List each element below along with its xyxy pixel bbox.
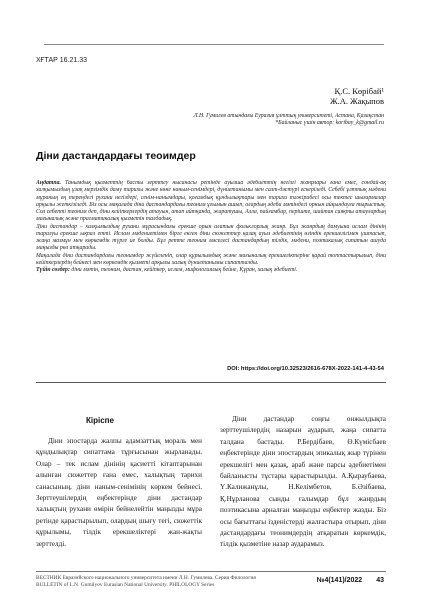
journal-name-en: BULLETIN of L.N. Gumilyov Eurasian National University. PHILOLOGY Series [36, 581, 215, 588]
journal-footer [36, 575, 336, 589]
abstract-paragraph-1 [36, 180, 386, 224]
keywords [36, 267, 386, 274]
intro-paragraph-1: Діни эпостарда жалпы адамзаттық мораль мен құндылықтар сипаттама тұрғысынан жырланады. Олар – тек ислам дінінің қасиетті кітаптарынан алынған сюжеттер ғана емес, халықтың тарихи санасының, діни наным-сенімінің көркем бейнесі. Зерттеушілердің еңбектерінде діни дастандар халықтың рухани өмірін бейнелейтін маңызды мұра ретінде қарастырылып, олардың шығу тегі, сюжеттік құрылымы, тілдік ерекшеліктері жан-жақты зерттелді. [36, 437, 202, 548]
abstract-paragraph-3: Мақалада діни дастандардағы теонимдер жүйеленіп, олар құрылымдық және мағыналық ерекшеліктеріне қарай топтастырылып, діни кейіпкерлердің бейнесі мен көркемдік қызметі арқылы халық дүниетанымы сипатталды. [36, 252, 386, 266]
author-2: Ж.А. Жақыпов [330, 96, 384, 106]
doi-link[interactable]: DOI: https://doi.org/10.32523/2616-678X-2022-141-4-43-54 [227, 366, 384, 372]
udc-code: ХҒТАР 16.21.33 [36, 57, 88, 64]
corresponding-author: *Байланыс үшін автор: koribay_k@gmail.ru [275, 120, 384, 127]
article-title: Діни дастандардағы теоимдер [36, 150, 196, 162]
journal-name-ru: ВЕСТНИК Евразийского национального университета имени Л.Н. Гумилева. Серия Филология [36, 575, 256, 581]
issue-number: №4(141)/2022 [316, 577, 363, 584]
affiliation-block [124, 113, 384, 128]
intro-heading: Кіріспе [86, 416, 114, 425]
body-column-right [220, 414, 386, 551]
abstract-text-1: Танымдық қызметтің басты зерттеу нысанасы ретінде ауызша әдебиеттің негізгі жанрлары ғана емес, сондай-ақ халқымыздың ұзақ мерзімдік даму тарихы және көне наным-сенімдері, дүниетанымы мен салт-дәстүрі ескеріледі. Себебі ұлттық мәдени мұраның ең тереңдегі рухани негіздері, сенім-нанымдары, қоғамдық құндылықтары мен тарихи тәжірибесі осы тектес шығармалар арқылы жеткізіледі. Біз осы мақалада діни дастандардағы теоним ұғымын ашып, олардың әдеби мәтіндегі орнын айқындауға тырыстық. Сол себепті теоним деп, діни кейіпкерлердің атауын, атап айтқанда, жаратушы, Алла, пайғамбар, періште, шайтан сияқты атаулардың мағыналық және прагматикалық қызметін талдадық. [36, 180, 386, 223]
header-rule [44, 44, 384, 45]
author-1: Қ.С. Көрібай¹ [334, 86, 384, 96]
intro-paragraph-2: Діни дастандар соңғы онжылдықта зерттеушілердің назарын аударып, жаңа сипатта талдана бастады. Р.Бердібаев, Ө.Күмісбаев еңбектерінде діни эпостардың эпикалық жыр түрінен ерекшелігі мен қазақ, араб және парсы әдебиетімен байланысты тұстары қарастырылды. А.Қыраубаева, Ү.Калижанұлы, Н.Келімбетов, Б.Әзібаева, Қ.Нұрланова сынды ғалымдар бұл жанрдың поэтикасына арналған маңызды еңбектер жазды. Біз осы бағыттағы ізденістерді жалғастыра отырып, діни дастандардағы теонимдердің атқаратын көркемдік, тілдік қызметіне назар аударамыз. [220, 415, 386, 549]
authors-block [330, 86, 384, 106]
abstract-paragraph-2: Діни дастандар – халқымыздың рухани мұрасындағы ерекше орын алатын фольклорлық жанр. Бұл жанрдың дамуына ислам дінінің таралуы ерекше ықпал етті. Ислам мәдениетімен бірге енген діни сюжеттер қазақ ауыз әдебиетінің өзіндік ерекшелігімен ұштасып, жаңа мазмұн мен көркемдік түрге ие болды. Бұл ретте теоним мәселесі дастандардың тілдік, мәдени, поэтикалық сипатын ашуда маңызды рөл атқарады. [36, 223, 386, 252]
body-column-left [36, 436, 202, 550]
keywords-text: діни мәтін, теоним, дастан, кейіпкер, ислам, мифологиялық бейне, Құран, халық әдебиеті. [69, 267, 298, 273]
doi-rule [36, 382, 386, 383]
keywords-label: Түйін сөздер: [36, 267, 70, 273]
page-number: 43 [376, 577, 384, 584]
abstract [36, 180, 386, 274]
abstract-label: Аңдатпа. [36, 180, 61, 186]
issue-page [317, 577, 384, 584]
affiliation-university: Л.Н. Гумилев атындағы Еуразия ұлттық университеті, Астана, Қазақстан [193, 113, 384, 119]
footer-rule [36, 571, 386, 572]
